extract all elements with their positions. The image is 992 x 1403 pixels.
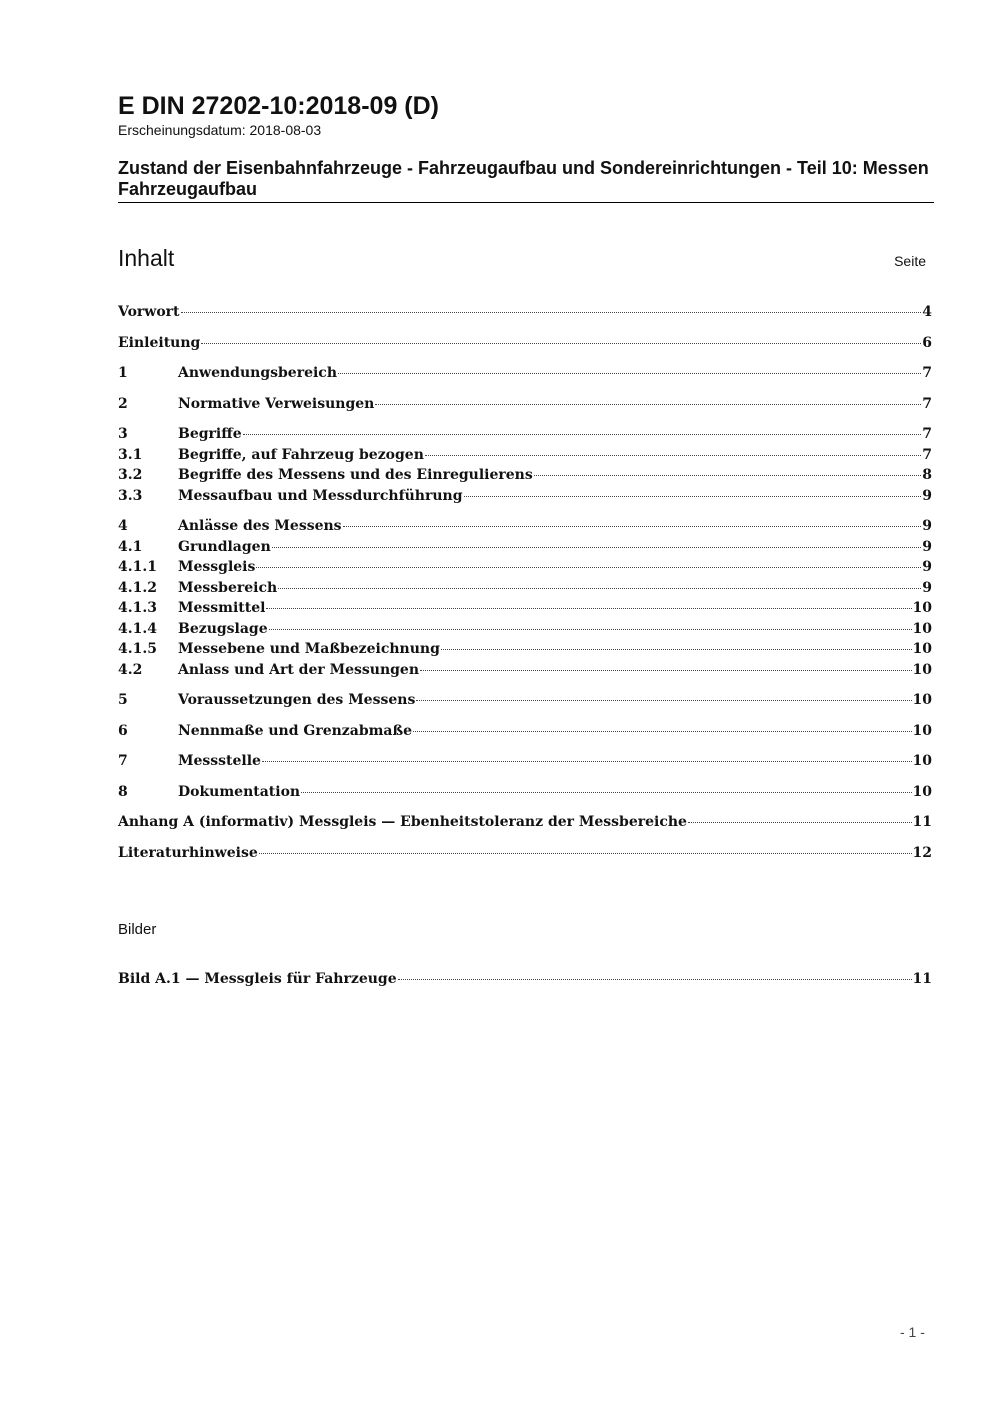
toc-entry-page: 10: [912, 600, 932, 616]
toc-entry-title: Messbereich: [178, 579, 278, 596]
toc-entry-page: 10: [912, 692, 932, 708]
toc-entry-title: Messmittel: [178, 600, 266, 616]
leader-dots: [278, 588, 921, 589]
toc-entry-number: 3.1: [118, 446, 143, 463]
toc-entry-anhang-a[interactable]: [118, 812, 932, 833]
toc-entry-page: 8: [922, 467, 932, 483]
toc-entry-3-1[interactable]: [118, 445, 932, 466]
toc-entry-title: Begriffe: [178, 426, 242, 442]
toc-entry-page: 7: [922, 446, 932, 463]
toc-entry-number: 3.2: [118, 467, 143, 483]
toc-entry-number: 3: [118, 426, 128, 442]
toc-entry-vorwort[interactable]: [118, 302, 932, 323]
toc-entry-3-2[interactable]: [118, 465, 932, 486]
toc-entry-title: Dokumentation: [178, 783, 301, 800]
toc-entry-title: Einleitung: [118, 334, 201, 351]
toc-entry-title: Normative Verweisungen: [178, 395, 375, 412]
leader-dots: [181, 312, 922, 313]
figure-entry-page: 11: [912, 971, 932, 987]
toc-entry-page: 9: [922, 538, 932, 555]
toc-entry-page: 6: [922, 334, 932, 351]
toc-entry-title: Messgleis: [178, 559, 256, 575]
toc-entry-2[interactable]: [118, 394, 932, 415]
toc-entry-3-3[interactable]: [118, 486, 932, 507]
page-number: - 1 -: [900, 1324, 925, 1340]
toc-entry-title: Anlass und Art der Messungen: [178, 661, 420, 678]
document-id: E DIN 27202-10:2018-09 (D): [118, 92, 439, 120]
toc-entry-number: 4: [118, 518, 128, 534]
toc-entry-4-1[interactable]: [118, 537, 932, 558]
toc-entry-4-1-5[interactable]: [118, 639, 932, 660]
list-of-figures: [118, 969, 932, 990]
toc-entry-4-2[interactable]: [118, 660, 932, 681]
toc-header: [118, 245, 926, 275]
toc-entry-page: 7: [922, 365, 932, 381]
leader-dots: [416, 700, 911, 701]
publication-date: Erscheinungsdatum: 2018-08-03: [118, 122, 322, 138]
toc-entry-number: 4.1.2: [118, 579, 157, 596]
leader-dots: [301, 792, 911, 793]
toc-entry-number: 4.1.4: [118, 620, 157, 637]
toc-entry-page: 7: [922, 395, 932, 412]
toc-entry-6[interactable]: [118, 721, 932, 742]
document-title: Zustand der Eisenbahnfahrzeuge - Fahrzeugaufbau und Sondereinrichtungen - Teil 10: Messen Fahrzeugaufbau: [118, 158, 934, 203]
toc-entry-4-1-4[interactable]: [118, 619, 932, 640]
toc-entry-number: 4.1: [118, 538, 143, 555]
leader-dots: [259, 853, 912, 854]
toc-entry-number: 4.2: [118, 661, 143, 678]
toc-entry-page: 12: [912, 844, 932, 861]
toc-entry-title: Literaturhinweise: [118, 844, 258, 861]
toc-entry-number: 7: [118, 753, 128, 769]
document-header: [118, 92, 934, 203]
toc-entry-4[interactable]: [118, 516, 932, 537]
toc-entry-4-1-3[interactable]: [118, 598, 932, 619]
toc-entry-7[interactable]: [118, 751, 932, 772]
leader-dots: [413, 731, 911, 732]
toc-entry-title: Begriffe, auf Fahrzeug bezogen: [178, 446, 424, 463]
toc-entry-4-1-2[interactable]: [118, 578, 932, 599]
leader-dots: [420, 670, 912, 671]
toc-entry-title: Messaufbau und Messdurchführung: [178, 487, 463, 504]
toc-entry-title: Anlässe des Messens: [178, 518, 342, 534]
toc-entry-title: Bezugslage: [178, 620, 268, 637]
toc-entry-title: Voraussetzungen des Messens: [178, 692, 416, 708]
toc-entry-page: 7: [922, 426, 932, 442]
figures-heading: Bilder: [118, 921, 157, 938]
figure-entry-a1[interactable]: [118, 969, 932, 990]
leader-dots: [534, 475, 922, 476]
leader-dots: [338, 373, 921, 374]
toc-entry-page: 10: [912, 783, 932, 800]
toc-entry-title: Anwendungsbereich: [178, 365, 337, 381]
toc-entry-5[interactable]: [118, 690, 932, 711]
toc-entry-einleitung[interactable]: [118, 333, 932, 354]
toc-entry-page: 10: [912, 722, 932, 739]
leader-dots: [425, 455, 921, 456]
toc-entry-page: 9: [922, 559, 932, 575]
toc-entry-number: 6: [118, 722, 128, 739]
leader-dots: [243, 434, 922, 435]
toc-entry-page: 10: [912, 661, 932, 678]
toc-entry-title: Vorwort: [118, 304, 180, 320]
leader-dots: [262, 761, 912, 762]
toc-entry-title: Grundlagen: [178, 538, 271, 555]
toc-entry-page: 10: [912, 620, 932, 637]
toc-entry-number: 4.1.1: [118, 559, 157, 575]
toc-entry-page: 9: [922, 579, 932, 596]
toc-entry-number: 1: [118, 365, 128, 381]
toc-entry-page: 9: [922, 487, 932, 504]
toc-entry-4-1-1[interactable]: [118, 557, 932, 578]
leader-dots: [375, 404, 921, 405]
toc-entry-number: 2: [118, 395, 128, 412]
toc-entry-number: 8: [118, 783, 128, 800]
toc-heading: Inhalt: [118, 245, 175, 271]
leader-dots: [441, 649, 912, 650]
toc-entry-title: Messstelle: [178, 753, 261, 769]
toc-entry-page: 4: [922, 304, 932, 320]
leader-dots: [464, 496, 922, 497]
toc-entry-literaturhinweise[interactable]: [118, 843, 932, 864]
leader-dots: [688, 822, 912, 823]
toc-entry-3[interactable]: [118, 424, 932, 445]
toc-entry-number: 4.1.3: [118, 600, 157, 616]
toc-entry-number: 5: [118, 692, 128, 708]
toc-entry-page: 10: [912, 641, 932, 657]
toc-entry-page: 11: [912, 814, 932, 830]
toc-entry-number: 4.1.5: [118, 641, 157, 657]
toc-page-column-label: Seite: [894, 253, 926, 269]
toc-entry-title: Anhang A (informativ) Messgleis — Ebenheitstoleranz der Messbereiche: [118, 814, 687, 830]
leader-dots: [256, 567, 921, 568]
figure-entry-title: Bild A.1 — Messgleis für Fahrzeuge: [118, 971, 397, 987]
toc-entry-page: 9: [922, 518, 932, 534]
table-of-contents: [118, 302, 932, 863]
toc-entry-number: 3.3: [118, 487, 143, 504]
toc-entry-title: Begriffe des Messens und des Einregulierens: [178, 467, 533, 483]
toc-entry-1[interactable]: [118, 363, 932, 384]
leader-dots: [201, 343, 921, 344]
leader-dots: [398, 979, 912, 980]
leader-dots: [269, 629, 912, 630]
toc-entry-page: 10: [912, 753, 932, 769]
toc-entry-title: Nennmaße und Grenzabmaße: [178, 722, 413, 739]
leader-dots: [272, 547, 922, 548]
leader-dots: [266, 608, 911, 609]
leader-dots: [343, 526, 922, 527]
toc-entry-title: Messebene und Maßbezeichnung: [178, 641, 440, 657]
toc-entry-8[interactable]: [118, 782, 932, 803]
